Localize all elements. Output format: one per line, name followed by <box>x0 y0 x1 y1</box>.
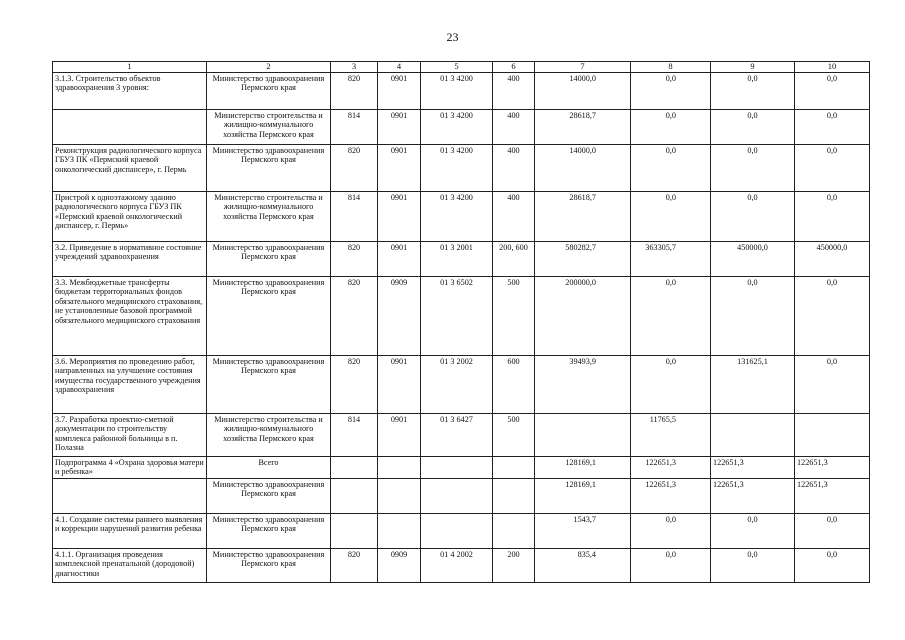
cell-col-10 <box>795 413 870 456</box>
cell-col-7: 200000,0 <box>535 276 631 355</box>
cell-col-10: 0,0 <box>795 548 870 582</box>
cell-col-10: 0,0 <box>795 109 870 144</box>
cell-col-3: 820 <box>331 355 378 413</box>
table-row <box>53 548 870 582</box>
column-header: 4 <box>378 62 421 73</box>
cell-col-8: 0,0 <box>631 144 711 191</box>
column-header: 7 <box>535 62 631 73</box>
cell-col-1: 3.7. Разработка проектно-сметной документации по строительству комплекса районной больницы в п. Полазна <box>53 413 207 456</box>
cell-col-10: 0,0 <box>795 513 870 548</box>
cell-col-4: 0909 <box>378 276 421 355</box>
cell-col-7: 128169,1 <box>535 456 631 478</box>
table-row <box>53 144 870 191</box>
cell-col-7: 128169,1 <box>535 478 631 513</box>
cell-col-2: Министерство строительства и жилищно-коммунального хозяйства Пермского края <box>207 109 331 144</box>
cell-col-8: 0,0 <box>631 109 711 144</box>
cell-col-6: 500 <box>493 276 535 355</box>
cell-col-2: Министерство здравоохранения Пермского края <box>207 548 331 582</box>
cell-col-7: 14000,0 <box>535 72 631 109</box>
table-row <box>53 513 870 548</box>
cell-col-7: 14000,0 <box>535 144 631 191</box>
cell-col-3 <box>331 513 378 548</box>
cell-col-1: Реконструкция радиологического корпуса ГБУЗ ПК «Пермский краевой онкологический диспансер», г. Пермь <box>53 144 207 191</box>
cell-col-5: 01 3 2001 <box>421 241 493 276</box>
cell-col-1 <box>53 478 207 513</box>
cell-col-7: 28618,7 <box>535 191 631 241</box>
cell-col-4: 0909 <box>378 548 421 582</box>
cell-col-4: 0901 <box>378 355 421 413</box>
cell-col-4: 0901 <box>378 109 421 144</box>
cell-col-4: 0901 <box>378 72 421 109</box>
table-row <box>53 109 870 144</box>
cell-col-7 <box>535 413 631 456</box>
cell-col-5 <box>421 456 493 478</box>
cell-col-1: 3.3. Межбюджетные трансферты бюджетам территориальных фондов обязательного медицинского страхования, не установленные базовой программой обязательного медицинского страхования <box>53 276 207 355</box>
cell-col-2: Министерство строительства и жилищно-коммунального хозяйства Пермского края <box>207 413 331 456</box>
cell-col-4 <box>378 478 421 513</box>
cell-col-9 <box>711 413 795 456</box>
cell-col-7: 835,4 <box>535 548 631 582</box>
cell-col-3: 820 <box>331 276 378 355</box>
cell-col-4: 0901 <box>378 413 421 456</box>
cell-col-8: 0,0 <box>631 72 711 109</box>
cell-col-6 <box>493 478 535 513</box>
cell-col-9: 122651,3 <box>711 478 795 513</box>
cell-col-6: 200, 600 <box>493 241 535 276</box>
cell-col-9: 0,0 <box>711 548 795 582</box>
cell-col-2: Министерство здравоохранения Пермского края <box>207 144 331 191</box>
cell-col-5: 01 3 4200 <box>421 109 493 144</box>
cell-col-7: 39493,9 <box>535 355 631 413</box>
cell-col-10: 0,0 <box>795 355 870 413</box>
cell-col-6: 400 <box>493 109 535 144</box>
cell-col-6 <box>493 513 535 548</box>
cell-col-3: 820 <box>331 548 378 582</box>
cell-col-2: Министерство здравоохранения Пермского края <box>207 355 331 413</box>
cell-col-9: 0,0 <box>711 72 795 109</box>
cell-col-8: 0,0 <box>631 191 711 241</box>
cell-col-10: 122651,3 <box>795 478 870 513</box>
cell-col-2: Министерство здравоохранения Пермского края <box>207 276 331 355</box>
table-row <box>53 241 870 276</box>
column-header: 8 <box>631 62 711 73</box>
cell-col-3: 814 <box>331 109 378 144</box>
cell-col-10: 0,0 <box>795 276 870 355</box>
cell-col-10: 450000,0 <box>795 241 870 276</box>
cell-col-9: 131625,1 <box>711 355 795 413</box>
cell-col-8: 122651,3 <box>631 456 711 478</box>
cell-col-1 <box>53 109 207 144</box>
cell-col-8: 11765,5 <box>631 413 711 456</box>
table-row <box>53 72 870 109</box>
column-header: 3 <box>331 62 378 73</box>
cell-col-2: Министерство здравоохранения Пермского края <box>207 478 331 513</box>
cell-col-4: 0901 <box>378 241 421 276</box>
cell-col-2: Министерство здравоохранения Пермского края <box>207 72 331 109</box>
cell-col-7: 28618,7 <box>535 109 631 144</box>
cell-col-8: 0,0 <box>631 276 711 355</box>
cell-col-8: 363305,7 <box>631 241 711 276</box>
cell-col-9: 0,0 <box>711 191 795 241</box>
cell-col-1: Пристрой к одноэтажному зданию радиологического корпуса ГБУЗ ПК «Пермский краевой онкологический диспансер, г. Пермь» <box>53 191 207 241</box>
cell-col-9: 0,0 <box>711 109 795 144</box>
cell-col-5: 01 3 4200 <box>421 144 493 191</box>
cell-col-8: 0,0 <box>631 355 711 413</box>
cell-col-3: 814 <box>331 191 378 241</box>
table-row <box>53 191 870 241</box>
cell-col-3: 814 <box>331 413 378 456</box>
column-header: 2 <box>207 62 331 73</box>
cell-col-5: 01 3 4200 <box>421 72 493 109</box>
cell-col-6: 400 <box>493 72 535 109</box>
column-header: 10 <box>795 62 870 73</box>
table-row <box>53 355 870 413</box>
table-row <box>53 456 870 478</box>
cell-col-6: 400 <box>493 191 535 241</box>
cell-col-2: Министерство здравоохранения Пермского края <box>207 241 331 276</box>
cell-col-3: 820 <box>331 72 378 109</box>
cell-col-1: Подпрограмма 4 «Охрана здоровья матери и ребенка» <box>53 456 207 478</box>
cell-col-3 <box>331 456 378 478</box>
cell-col-8: 0,0 <box>631 548 711 582</box>
cell-col-1: 4.1.1. Организация проведения комплексной пренатальной (дородовой) диагностики <box>53 548 207 582</box>
cell-col-10: 122651,3 <box>795 456 870 478</box>
cell-col-10: 0,0 <box>795 144 870 191</box>
cell-col-8: 122651,3 <box>631 478 711 513</box>
cell-col-6: 200 <box>493 548 535 582</box>
cell-col-5 <box>421 513 493 548</box>
cell-col-9: 122651,3 <box>711 456 795 478</box>
cell-col-9: 450000,0 <box>711 241 795 276</box>
page-number: 23 <box>446 30 459 44</box>
cell-col-10: 0,0 <box>795 191 870 241</box>
cell-col-1: 3.2. Приведение в нормативное состояние учреждений здравоохранения <box>53 241 207 276</box>
cell-col-5: 01 3 6502 <box>421 276 493 355</box>
cell-col-6: 400 <box>493 144 535 191</box>
cell-col-3: 820 <box>331 144 378 191</box>
cell-col-7: 580282,7 <box>535 241 631 276</box>
cell-col-2: Всего <box>207 456 331 478</box>
cell-col-5 <box>421 478 493 513</box>
cell-col-10: 0,0 <box>795 72 870 109</box>
cell-col-2: Министерство здравоохранения Пермского края <box>207 513 331 548</box>
column-header: 9 <box>711 62 795 73</box>
cell-col-4 <box>378 456 421 478</box>
cell-col-6 <box>493 456 535 478</box>
header-row <box>53 62 870 73</box>
table-row <box>53 276 870 355</box>
table-row <box>53 413 870 456</box>
cell-col-5: 01 4 2002 <box>421 548 493 582</box>
cell-col-3: 820 <box>331 241 378 276</box>
table-row <box>53 478 870 513</box>
column-header: 6 <box>493 62 535 73</box>
cell-col-9: 0,0 <box>711 276 795 355</box>
cell-col-7: 1543,7 <box>535 513 631 548</box>
cell-col-5: 01 3 4200 <box>421 191 493 241</box>
cell-col-4 <box>378 513 421 548</box>
cell-col-3 <box>331 478 378 513</box>
cell-col-5: 01 3 2002 <box>421 355 493 413</box>
column-header: 1 <box>53 62 207 73</box>
cell-col-6: 500 <box>493 413 535 456</box>
budget-table <box>52 61 870 583</box>
cell-col-4: 0901 <box>378 144 421 191</box>
cell-col-9: 0,0 <box>711 144 795 191</box>
cell-col-8: 0,0 <box>631 513 711 548</box>
cell-col-9: 0,0 <box>711 513 795 548</box>
cell-col-1: 4.1. Создание системы раннего выявления и коррекции нарушений развития ребенка <box>53 513 207 548</box>
cell-col-1: 3.1.3. Строительство объектов здравоохранения 3 уровня: <box>53 72 207 109</box>
cell-col-5: 01 3 6427 <box>421 413 493 456</box>
column-header: 5 <box>421 62 493 73</box>
cell-col-4: 0901 <box>378 191 421 241</box>
cell-col-1: 3.6. Мероприятия по проведению работ, направленных на улучшение состояния имущества государственного учреждения здравоохранения <box>53 355 207 413</box>
cell-col-6: 600 <box>493 355 535 413</box>
cell-col-2: Министерство строительства и жилищно-коммунального хозяйства Пермского края <box>207 191 331 241</box>
